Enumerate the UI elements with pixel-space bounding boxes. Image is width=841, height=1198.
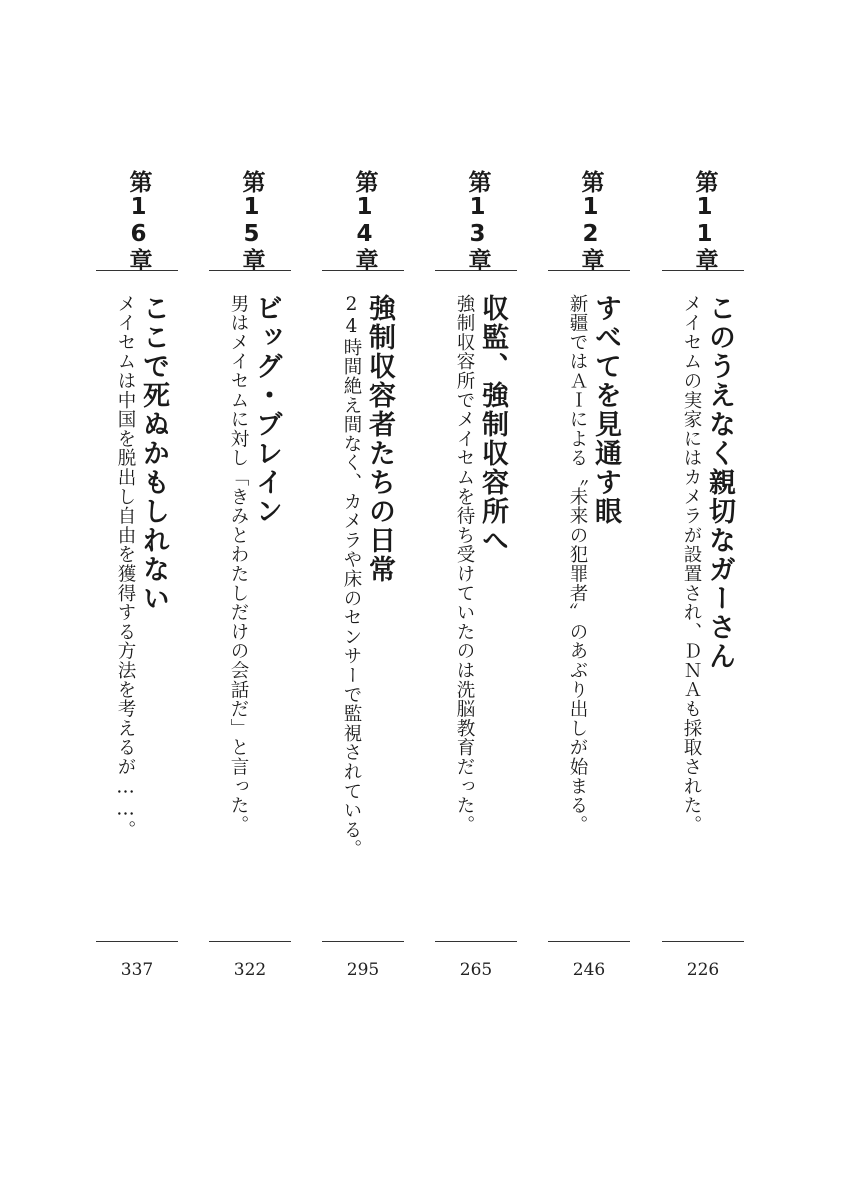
chapter-number: 第12章 [577,170,604,272]
top-divider [435,270,517,271]
chapter-number: 第15章 [238,170,265,272]
chapter-description: 強制収容所でメイセムを待ち受けていたのは洗脳教育だった。 [454,294,475,835]
chapter-title: ビッグ・ブレイン [251,294,282,526]
chapter-description: メイセムの実家にはカメラが設置され、ＤＮＡも採取された。 [681,294,702,835]
chapter-entry-13[interactable] [435,170,519,990]
bottom-divider [662,941,744,942]
page-number: 295 [346,960,380,980]
chapter-title: すべてを見通す眼 [590,294,621,526]
chapter-entry-11[interactable] [662,170,746,990]
chapter-description: メイセムは中国を脱出し自由を獲得する方法を考えるが……。 [115,294,136,840]
chapter-number: 第14章 [351,170,378,272]
chapter-number: 第16章 [125,170,152,272]
page-number: 265 [459,960,493,980]
bottom-divider [209,941,291,942]
top-divider [209,270,291,271]
page-number: 246 [572,960,606,980]
top-divider [548,270,630,271]
bottom-divider [96,941,178,942]
page-number: 226 [686,960,720,980]
chapter-title: 収監、強制収容所へ [477,294,508,555]
chapter-entry-12[interactable] [548,170,632,990]
chapter-title: ここで死ぬかもしれない [138,294,169,613]
chapter-number: 第11章 [691,170,718,272]
chapter-description: 24時間絶え間なく、カメラや床のセンサーで監視されている。 [341,294,362,859]
bottom-divider [548,941,630,942]
page-number: 337 [120,960,154,980]
bottom-divider [435,941,517,942]
bottom-divider [322,941,404,942]
chapter-entry-14[interactable] [322,170,406,990]
chapter-title: このうえなく親切なガーさん [704,294,735,671]
chapter-description: 新疆ではＡＩによる〝未来の犯罪者〟のあぶり出しが始まる。 [567,294,588,835]
chapter-entry-16[interactable] [96,170,180,990]
chapter-entry-15[interactable] [209,170,293,990]
top-divider [96,270,178,271]
chapter-number: 第13章 [464,170,491,272]
chapter-title: 強制収容者たちの日常 [364,294,395,584]
top-divider [662,270,744,271]
page-number: 322 [233,960,267,980]
top-divider [322,270,404,271]
chapter-description: 男はメイセムに対し「きみとわたしだけの会話だ」と言った。 [228,294,249,835]
